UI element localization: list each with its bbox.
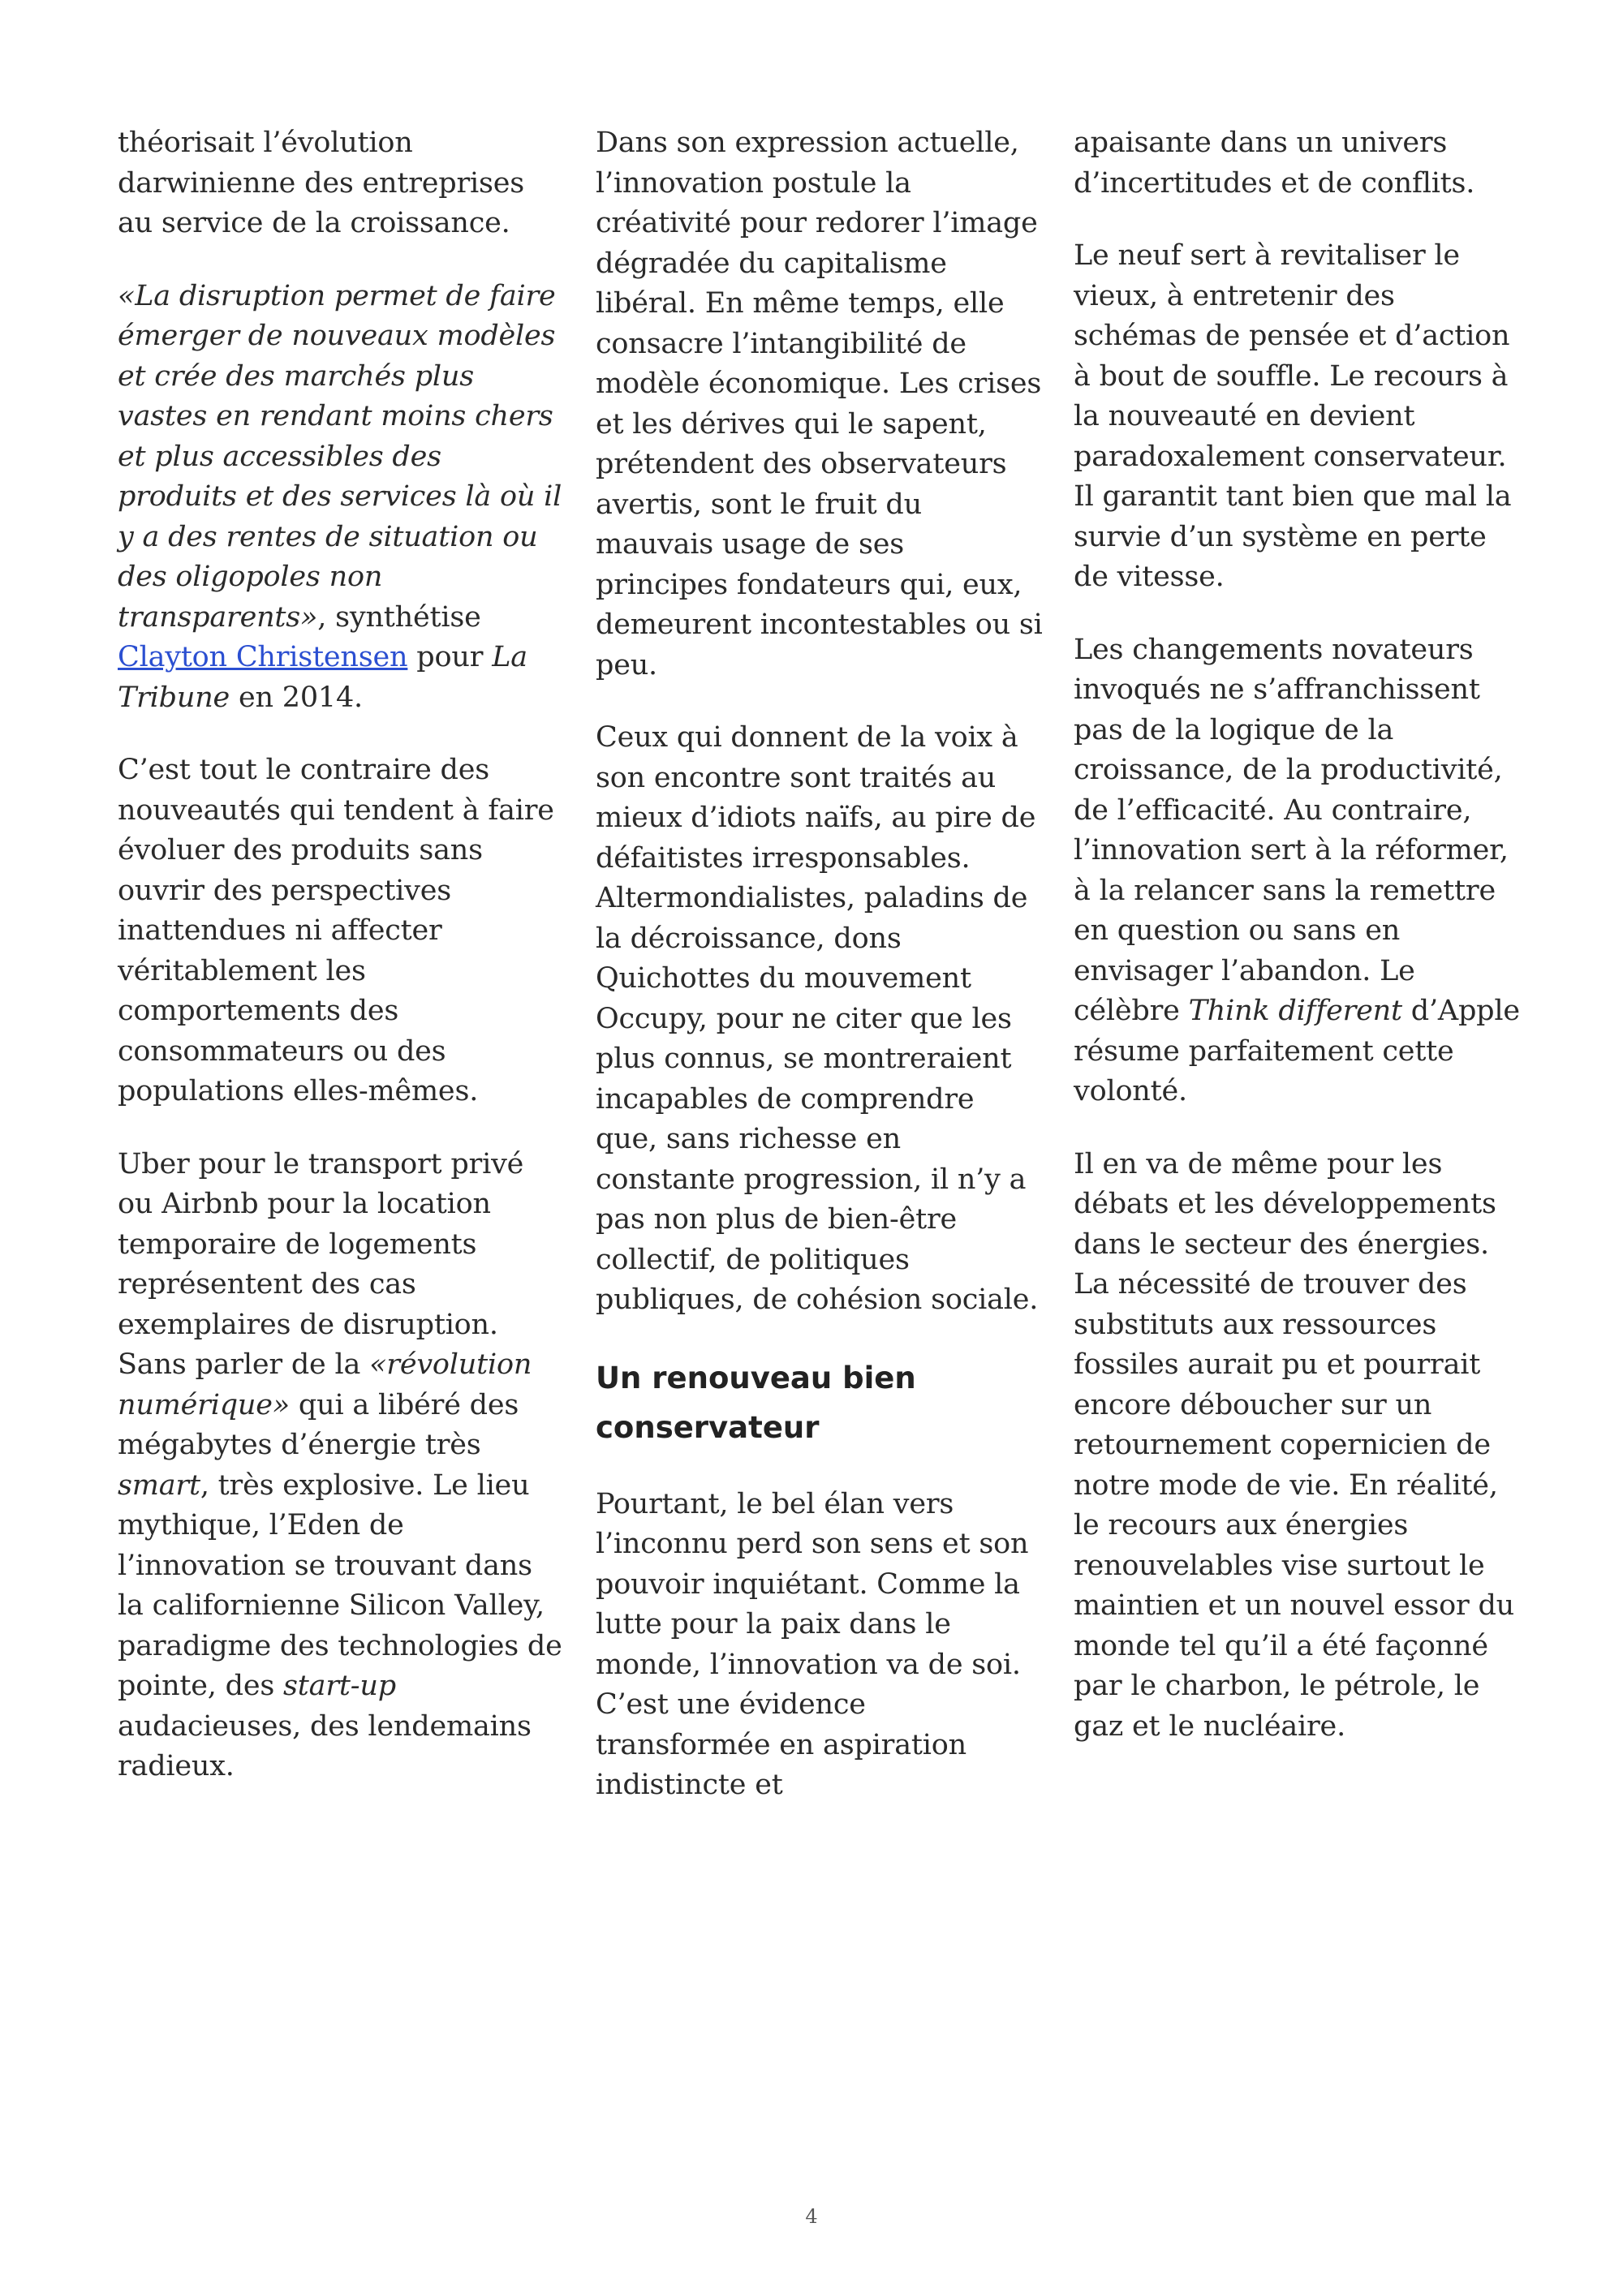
paragraph <box>596 1485 1044 1806</box>
paragraph <box>1074 123 1522 204</box>
paragraph <box>1074 630 1522 1112</box>
paragraph-text: audacieuses, des lendemains radieux. <box>118 1709 532 1782</box>
quote-text: «La disruption permet de faire émerger de nouveaux modèles et crée des marchés plus vastes en rendant moins chers et plus accessibles des produits et des services là où il y a des rentes de situation ou des oligopoles non transparents» <box>118 279 562 634</box>
paragraph-text: qui a libéré des mégabytes d’énergie très <box>118 1388 519 1461</box>
paragraph-text: Dans son expression actuelle, l’innovation postule la créativité pour redorer l’image dégradée du capitalisme libéral. En même temps, elle consacre l’intangibilité de modèle économique. Les crises et les dérives qui le sapent, prétendent des observateurs avertis, sont le fruit du mauvais usage de ses principes fondateurs qui, eux, demeurent incontestables ou si peu. <box>596 127 1043 681</box>
column-1 <box>118 123 566 1820</box>
paragraph <box>118 123 566 244</box>
paragraph-text: Ceux qui donnent de la voix à son encontre sont traités au mieux d’idiots naïfs, au pire de défaitistes irresponsables. Altermondialistes, paladins de la décroissance, dons Quichottes du mouvement Occupy, pour ne citer que les plus connus, se montreraient incapables de comprendre que, sans richesse en constante progression, il n’y a pas non plus de bien-être collectif, de politiques publiques, de cohésion sociale. <box>596 721 1039 1316</box>
paragraph-text: d’Apple résume parfaitement cette volonté. <box>1074 995 1520 1107</box>
paragraph-text: Les changements novateurs invoqués ne s’affranchissent pas de la logique de la croissance, de la productivité, de l’efficacité. Au contraire, l’innovation sert à la réformer, à la relancer sans la remettre en question ou sans en envisager l’abandon. Le célèbre <box>1074 633 1509 1027</box>
column-2 <box>596 123 1044 1838</box>
paragraph-text: pour <box>407 641 493 673</box>
paragraph <box>118 750 566 1112</box>
paragraph-text: théorisait l’évolution darwinienne des entreprises au service de la croissance. <box>118 127 525 239</box>
section-heading: Un renouveau bien conservateur <box>596 1360 916 1445</box>
paragraph-text: apaisante dans un univers d’incertitudes et de conflits. <box>1074 127 1475 200</box>
clayton-christensen-link[interactable]: Clayton Christensen <box>118 641 408 673</box>
paragraph-text: en 2014. <box>230 681 363 714</box>
paragraph-text: C’est tout le contraire des nouveautés qui tendent à faire évoluer des produits sans ouvrir des perspectives inattendues ni affecter véritablement les comportements des consommateurs ou des populations elles-mêmes. <box>118 754 554 1107</box>
emphasis-text: Think different <box>1188 995 1402 1027</box>
paragraph <box>596 123 1044 686</box>
emphasis-text: «révolution numérique» <box>118 1348 532 1421</box>
paragraph-text: , très explosive. Le lieu mythique, l’Eden de l’innovation se trouvant dans la californienne Silicon Valley, paradigme des technologies de pointe, des <box>118 1468 562 1702</box>
paragraph <box>1074 236 1522 598</box>
paragraph <box>596 718 1044 1321</box>
source-name: La Tribune <box>118 641 527 714</box>
paragraph-text: , synthétise <box>317 600 481 634</box>
paragraph <box>1074 1145 1522 1748</box>
paragraph-text: Il en va de même pour les débats et les développements dans le secteur des énergies. La nécessité de trouver des substituts aux ressources fossiles aurait pu et pourrait encore déboucher sur un retournement copernicien de notre mode de vie. En réalité, le recours aux énergies renouvelables vise surtout le maintien et un nouvel essor du monde tel qu’il a été façonné par le charbon, le pétrole, le gaz et le nucléaire. <box>1074 1147 1515 1743</box>
paragraph-text: Le neuf sert à revitaliser le vieux, à entretenir des schémas de pensée et d’action à bout de souffle. Le recours à la nouveauté en devient paradoxalement conservateur. Il garantit tant bien que mal la survie d’un système en perte de vitesse. <box>1074 239 1512 593</box>
paragraph-quote <box>118 277 566 719</box>
emphasis-text: smart <box>118 1468 200 1502</box>
paragraph-text: Uber pour le transport privé ou Airbnb pour la location temporaire de logements représentent des cas exemplaires de disruption. Sans parler de la <box>118 1147 524 1381</box>
emphasis-text: start-up <box>283 1670 396 1702</box>
paragraph-text: Pourtant, le bel élan vers l’inconnu perd son sens et son pouvoir inquiétant. Comme la lutte pour la paix dans le monde, l’innovation va de soi. C’est une évidence transformée en aspiration indistincte et <box>596 1487 1029 1801</box>
page-number: 4 <box>805 2205 818 2228</box>
paragraph <box>118 1145 566 1787</box>
column-3 <box>1074 123 1522 1779</box>
